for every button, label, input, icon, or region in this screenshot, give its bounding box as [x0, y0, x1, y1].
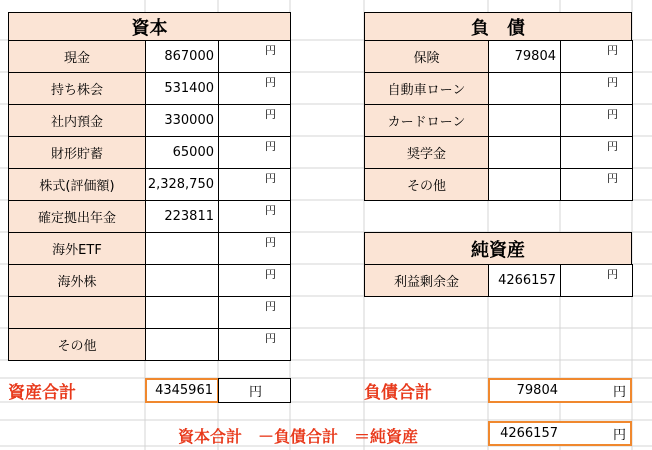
liabilities-row-value[interactable]	[488, 72, 561, 105]
formula-unit: 円	[612, 428, 626, 443]
assets-row-unit[interactable]: 円	[218, 40, 291, 73]
formula-text: 資本合計 －負債合計 ＝純資産	[178, 427, 419, 446]
liabilities-total-box[interactable]	[488, 378, 632, 403]
assets-row-label[interactable]: 持ち株会	[8, 72, 146, 105]
liabilities-row-label[interactable]: 奨学金	[364, 136, 489, 169]
assets-row-label[interactable]	[8, 296, 146, 329]
assets-row-value[interactable]	[145, 296, 219, 329]
assets-row-unit[interactable]: 円	[218, 328, 291, 361]
assets-row-value[interactable]: 330000	[145, 104, 219, 137]
assets-row-value[interactable]: 867000	[145, 40, 219, 73]
assets-total-label[interactable]: 資産合計	[8, 383, 76, 403]
liabilities-row-label[interactable]: 保険	[364, 40, 489, 73]
assets-row-label[interactable]: 社内預金	[8, 104, 146, 137]
assets-row-label[interactable]: 海外ETF	[8, 232, 146, 265]
assets-row-unit[interactable]: 円	[218, 296, 291, 329]
liabilities-row-unit[interactable]: 円	[560, 40, 633, 73]
liabilities-row-label[interactable]: 自動車ローン	[364, 72, 489, 105]
assets-row-value[interactable]	[145, 328, 219, 361]
assets-row-value[interactable]: 531400	[145, 72, 219, 105]
net-assets-header[interactable]: 純資産	[364, 232, 632, 265]
assets-row-value[interactable]: 65000	[145, 136, 219, 169]
formula-value: 4266157	[500, 426, 558, 441]
assets-row-unit[interactable]: 円	[218, 136, 291, 169]
liabilities-row-unit[interactable]: 円	[560, 72, 633, 105]
assets-row-label[interactable]: 確定拠出年金	[8, 200, 146, 233]
assets-row-label[interactable]: その他	[8, 328, 146, 361]
assets-row-label[interactable]: 株式(評価額)	[8, 168, 146, 201]
liabilities-row-label[interactable]: その他	[364, 168, 489, 201]
assets-row-value[interactable]	[145, 232, 219, 265]
liabilities-row-value[interactable]	[488, 136, 561, 169]
assets-row-unit[interactable]: 円	[218, 200, 291, 233]
liabilities-header[interactable]: 負 債	[364, 12, 632, 41]
assets-row-unit[interactable]: 円	[218, 72, 291, 105]
assets-row-label[interactable]: 海外株	[8, 264, 146, 297]
liabilities-row-value[interactable]: 79804	[488, 40, 561, 73]
liabilities-row-value[interactable]	[488, 104, 561, 137]
assets-row-unit[interactable]: 円	[218, 264, 291, 297]
net-assets-row-value[interactable]: 4266157	[488, 264, 561, 297]
assets-row-value[interactable]	[145, 264, 219, 297]
assets-row-value[interactable]: 2,328,750	[145, 168, 219, 201]
assets-total-unit[interactable]: 円	[218, 378, 291, 403]
assets-row-unit[interactable]: 円	[218, 168, 291, 201]
assets-row-label[interactable]: 現金	[8, 40, 146, 73]
assets-row-unit[interactable]: 円	[218, 232, 291, 265]
assets-row-value[interactable]: 223811	[145, 200, 219, 233]
liabilities-total-unit: 円	[612, 385, 626, 400]
liabilities-row-label[interactable]: カードローン	[364, 104, 489, 137]
liabilities-row-unit[interactable]: 円	[560, 168, 633, 201]
assets-row-unit[interactable]: 円	[218, 104, 291, 137]
liabilities-total-value: 79804	[516, 383, 558, 398]
liabilities-row-unit[interactable]: 円	[560, 104, 633, 137]
net-assets-row-label[interactable]: 利益剰余金	[364, 264, 489, 297]
liabilities-row-value[interactable]	[488, 168, 561, 201]
liabilities-row-unit[interactable]: 円	[560, 136, 633, 169]
formula-box[interactable]	[488, 421, 632, 446]
assets-row-label[interactable]: 財形貯蓄	[8, 136, 146, 169]
assets-total-value[interactable]: 4345961	[145, 378, 219, 403]
net-assets-row-unit[interactable]: 円	[560, 264, 633, 297]
assets-header[interactable]: 資本	[8, 12, 291, 41]
liabilities-total-label[interactable]: 負債合計	[364, 383, 432, 403]
